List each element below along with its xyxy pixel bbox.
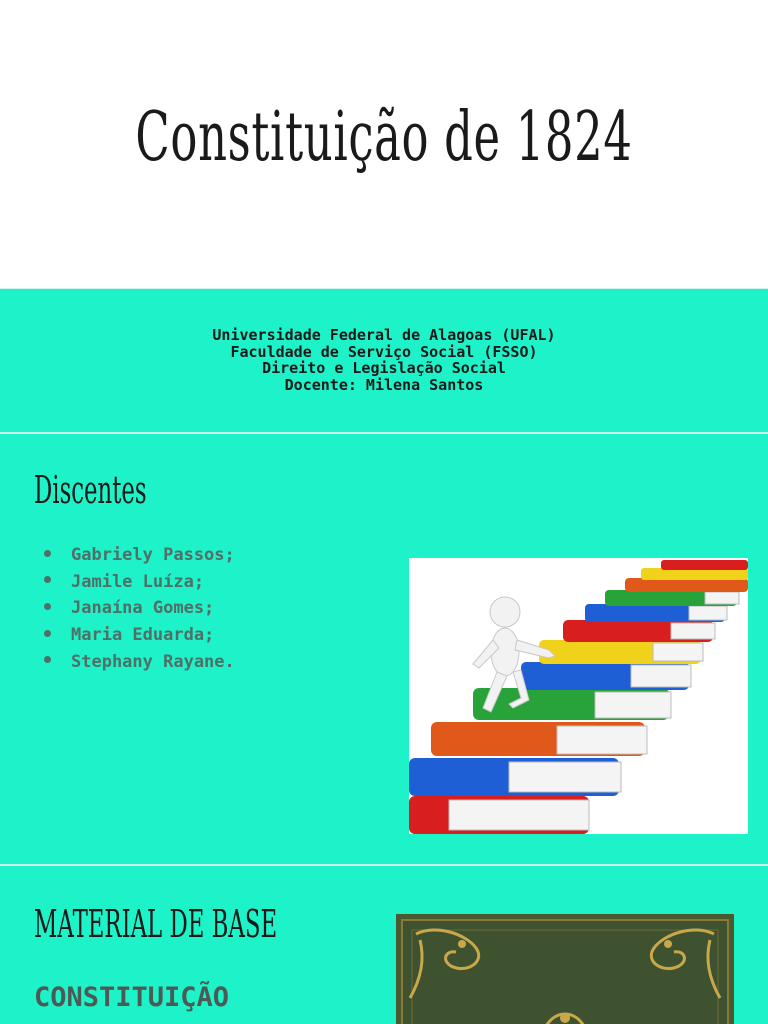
- presentation-title: Constituição de 1824: [135, 98, 633, 177]
- books-staircase-icon: [409, 558, 748, 834]
- students-heading: Discentes: [34, 468, 147, 512]
- material-heading: MATERIAL DE BASE: [34, 902, 278, 946]
- list-item: [44, 542, 235, 569]
- student-list: [44, 542, 235, 675]
- info-slide: [0, 289, 768, 432]
- student-name: Stephany Rayane.: [71, 651, 235, 672]
- bullet-icon: [44, 630, 51, 637]
- books-staircase-image: [409, 558, 748, 834]
- ornate-book-cover-icon: [396, 914, 734, 1024]
- students-slide: [0, 434, 768, 864]
- student-name: Janaína Gomes;: [71, 598, 215, 619]
- info-line-university: Universidade Federal de Alagoas (UFAL): [212, 326, 556, 344]
- material-body-text: CONSTITUIÇÃO: [34, 982, 230, 1013]
- student-name: Gabriely Passos;: [71, 545, 235, 565]
- bullet-icon: [44, 656, 51, 663]
- bullet-icon: [44, 603, 51, 610]
- info-line-teacher: Docente: Milena Santos: [284, 375, 484, 394]
- institution-info: [0, 327, 768, 393]
- list-item: [44, 595, 235, 622]
- title-slide: [0, 0, 768, 288]
- student-name: Maria Eduarda;: [71, 625, 215, 646]
- list-item: [44, 569, 235, 596]
- ornate-book-cover-image: [396, 914, 734, 1024]
- list-item: [44, 622, 235, 649]
- material-slide: [0, 866, 768, 1024]
- info-line-course: Direito e Legislação Social: [262, 359, 506, 377]
- list-item: [44, 649, 235, 676]
- bullet-icon: [44, 550, 51, 557]
- info-line-faculty: Faculdade de Serviço Social (FSSO): [230, 342, 538, 361]
- student-name: Jamile Luíza;: [71, 571, 205, 592]
- bullet-icon: [44, 576, 51, 583]
